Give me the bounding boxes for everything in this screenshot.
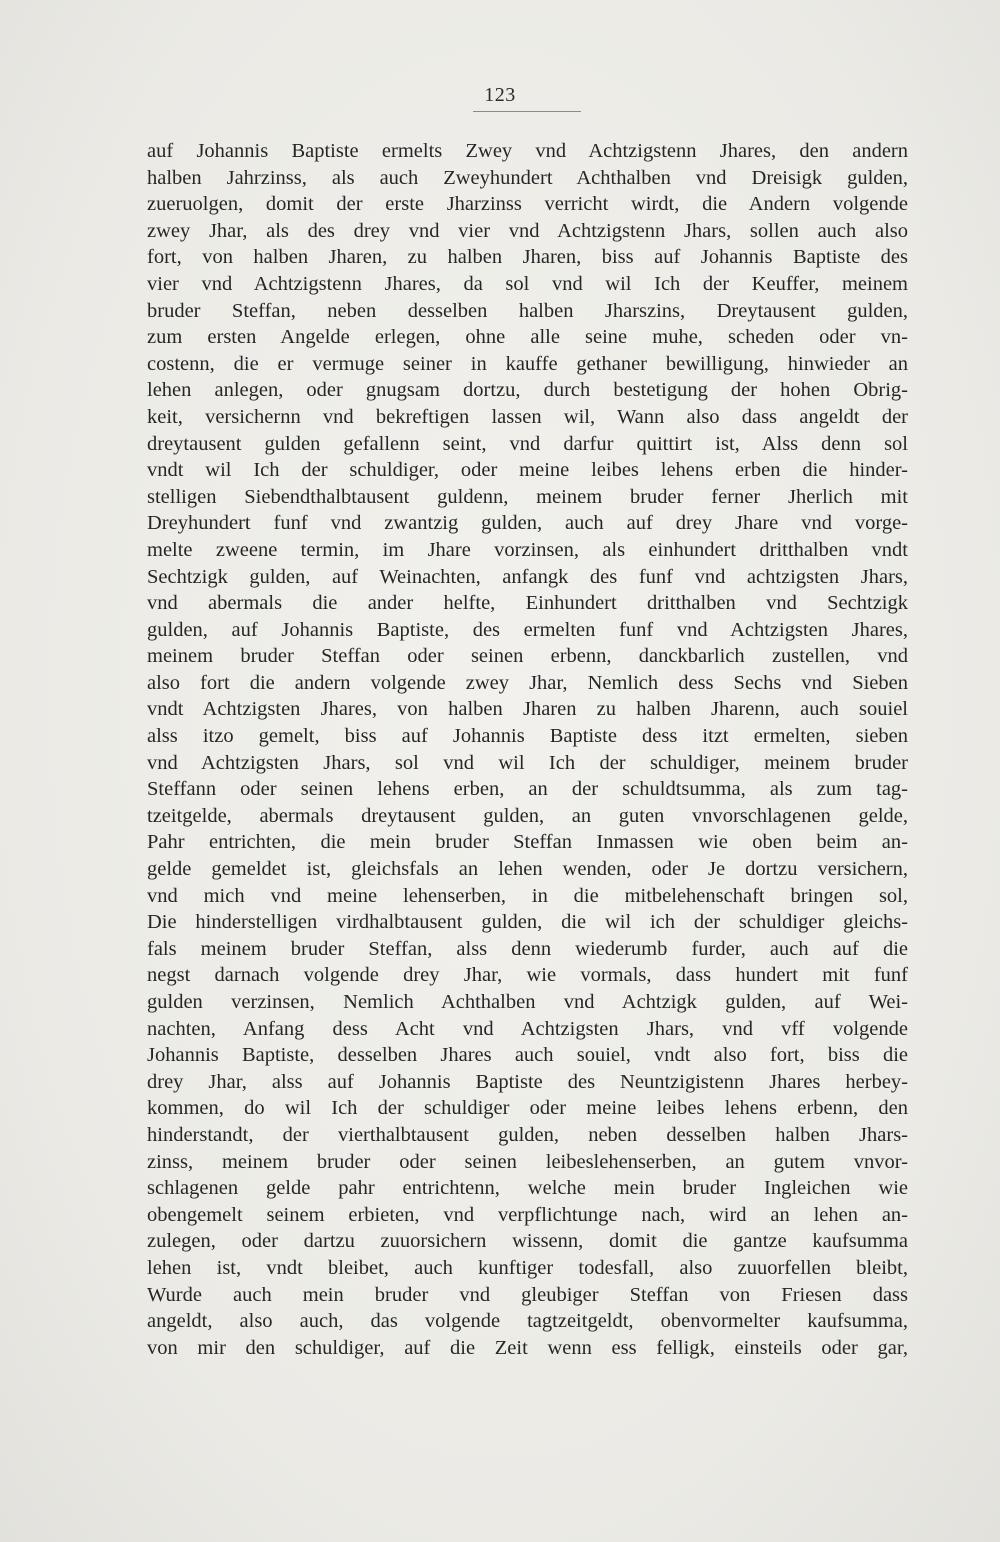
text-line: fals meinem bruder Steffan, alss denn wiederumb furder, auch auf die bbox=[147, 937, 908, 960]
text-line: gelde gemeldet ist, gleichsfals an lehen wenden, oder Je dortzu versichern, bbox=[147, 858, 908, 881]
text-line: bruder Steffan, neben desselben halben Jharszins, Dreytausent gulden, bbox=[147, 299, 908, 322]
text-line: lehen anlegen, oder gnugsam dortzu, durch bestetigung der hohen Obrig- bbox=[147, 379, 908, 402]
text-line: stelligen Siebendthalbtausent guldenn, meinem bruder ferner Jherlich mit bbox=[147, 485, 908, 508]
text-line: zueruolgen, domit der erste Jharzinss verricht wirdt, die Andern volgende bbox=[147, 193, 908, 216]
body-text bbox=[147, 138, 908, 1361]
text-line: also fort die andern volgende zwey Jhar, Nemlich dess Sechs vnd Sieben bbox=[147, 671, 908, 694]
text-line: gulden, auf Johannis Baptiste, des ermelten funf vnd Achtzigsten Jhares, bbox=[147, 618, 908, 641]
text-line: negst darnach volgende drey Jhar, wie vormals, dass hundert mit funf bbox=[147, 964, 908, 987]
text-line: Die hinderstelligen virdhalbtausent gulden, die wil ich der schuldiger gleichs- bbox=[147, 911, 908, 934]
text-line: auf Johannis Baptiste ermelts Zwey vnd Achtzigstenn Jhares, den andern bbox=[147, 140, 908, 162]
text-line: drey Jhar, alss auf Johannis Baptiste des Neuntzigistenn Jhares herbey- bbox=[147, 1070, 908, 1093]
text-line: halben Jahrzinss, als auch Zweyhundert Achthalben vnd Dreisigk gulden, bbox=[147, 166, 908, 189]
text-line: alss itzo gemelt, biss auf Johannis Baptiste dess itzt ermelten, sieben bbox=[147, 725, 908, 748]
text-line: zwey Jhar, als des drey vnd vier vnd Achtzigstenn Jhars, sollen auch also bbox=[147, 219, 908, 242]
text-line: costenn, die er vermuge seiner in kauffe gethaner bewilligung, hinwieder an bbox=[147, 352, 908, 375]
text-line: meinem bruder Steffan oder seinen erbenn, danckbarlich zustellen, vnd bbox=[147, 645, 908, 668]
text-line: hinderstandt, der vierthalbtausent gulden, neben desselben halben Jhars- bbox=[147, 1123, 908, 1146]
page-number: 123 bbox=[484, 84, 516, 106]
text-line: zinss, meinem bruder oder seinen leibeslehenserben, an gutem vnvor- bbox=[147, 1150, 908, 1173]
text-line: angeldt, also auch, das volgende tagtzeitgeldt, obenvormelter kaufsumma, bbox=[147, 1310, 908, 1333]
text-line: vnd mich vnd meine lehenserben, in die mitbelehenschaft bringen sol, bbox=[147, 884, 908, 907]
text-line: vndt wil Ich der schuldiger, oder meine leibes lehens erben die hinder- bbox=[147, 459, 908, 482]
text-line: zum ersten Angelde erlegen, ohne alle seine muhe, scheden oder vn- bbox=[147, 326, 908, 349]
text-line: nachten, Anfang dess Acht vnd Achtzigsten Jhars, vnd vff volgende bbox=[147, 1017, 908, 1040]
text-line: Johannis Baptiste, desselben Jhares auch souiel, vndt also fort, biss die bbox=[147, 1044, 908, 1067]
text-line: obengemelt seinem erbieten, vnd verpflichtunge nach, wird an lehen an- bbox=[147, 1203, 908, 1226]
text-line: Sechtzigk gulden, auf Weinachten, anfangk des funf vnd achtzigsten Jhars, bbox=[147, 565, 908, 588]
text-line: vnd Achtzigsten Jhars, sol vnd wil Ich der schuldiger, meinem bruder bbox=[147, 751, 908, 774]
text-line: von mir den schuldiger, auf die Zeit wenn ess felligk, einsteils oder gar, bbox=[147, 1336, 908, 1359]
text-line: lehen ist, vndt bleibet, auch kunftiger todesfall, also zuuorfellen bleibt, bbox=[147, 1256, 908, 1279]
text-line: melte zweene termin, im Jhare vorzinsen, als einhundert dritthalben vndt bbox=[147, 538, 908, 561]
text-line: fort, von halben Jharen, zu halben Jharen, biss auf Johannis Baptiste des bbox=[147, 246, 908, 269]
text-line: Dreyhundert funf vnd zwantzig gulden, auch auf drey Jhare vnd vorge- bbox=[147, 512, 908, 535]
text-line: vndt Achtzigsten Jhares, von halben Jharen zu halben Jharenn, auch souiel bbox=[147, 698, 908, 721]
text-line: kommen, do wil Ich der schuldiger oder meine leibes lehens erbenn, den bbox=[147, 1097, 908, 1120]
text-line: Steffann oder seinen lehens erben, an der schuldtsumma, als zum tag- bbox=[147, 778, 908, 801]
text-line: schlagenen gelde pahr entrichtenn, welche mein bruder Ingleichen wie bbox=[147, 1177, 908, 1200]
text-line: vnd abermals die ander helfte, Einhundert dritthalben vnd Sechtzigk bbox=[147, 592, 908, 615]
text-line: vier vnd Achtzigstenn Jhares, da sol vnd wil Ich der Keuffer, meinem bbox=[147, 272, 908, 295]
text-line: zulegen, oder dartzu zuuorsichern wissenn, domit die gantze kaufsumma bbox=[147, 1230, 908, 1253]
text-line: gulden verzinsen, Nemlich Achthalben vnd Achtzigk gulden, auf Wei- bbox=[147, 991, 908, 1013]
text-line: tzeitgelde, abermals dreytausent gulden, an guten vnvorschlagenen gelde, bbox=[147, 804, 908, 827]
page-number-rule bbox=[473, 111, 581, 112]
text-line: Pahr entrichten, die mein bruder Steffan Inmassen wie oben beim an- bbox=[147, 831, 908, 854]
text-line: dreytausent gulden gefallenn seint, vnd darfur quittirt ist, Alss denn sol bbox=[147, 432, 908, 455]
text-line: keit, versichernn vnd bekreftigen lassen wil, Wann also dass angeldt der bbox=[147, 405, 908, 428]
text-line: Wurde auch mein bruder vnd gleubiger Steffan von Friesen dass bbox=[147, 1283, 908, 1306]
